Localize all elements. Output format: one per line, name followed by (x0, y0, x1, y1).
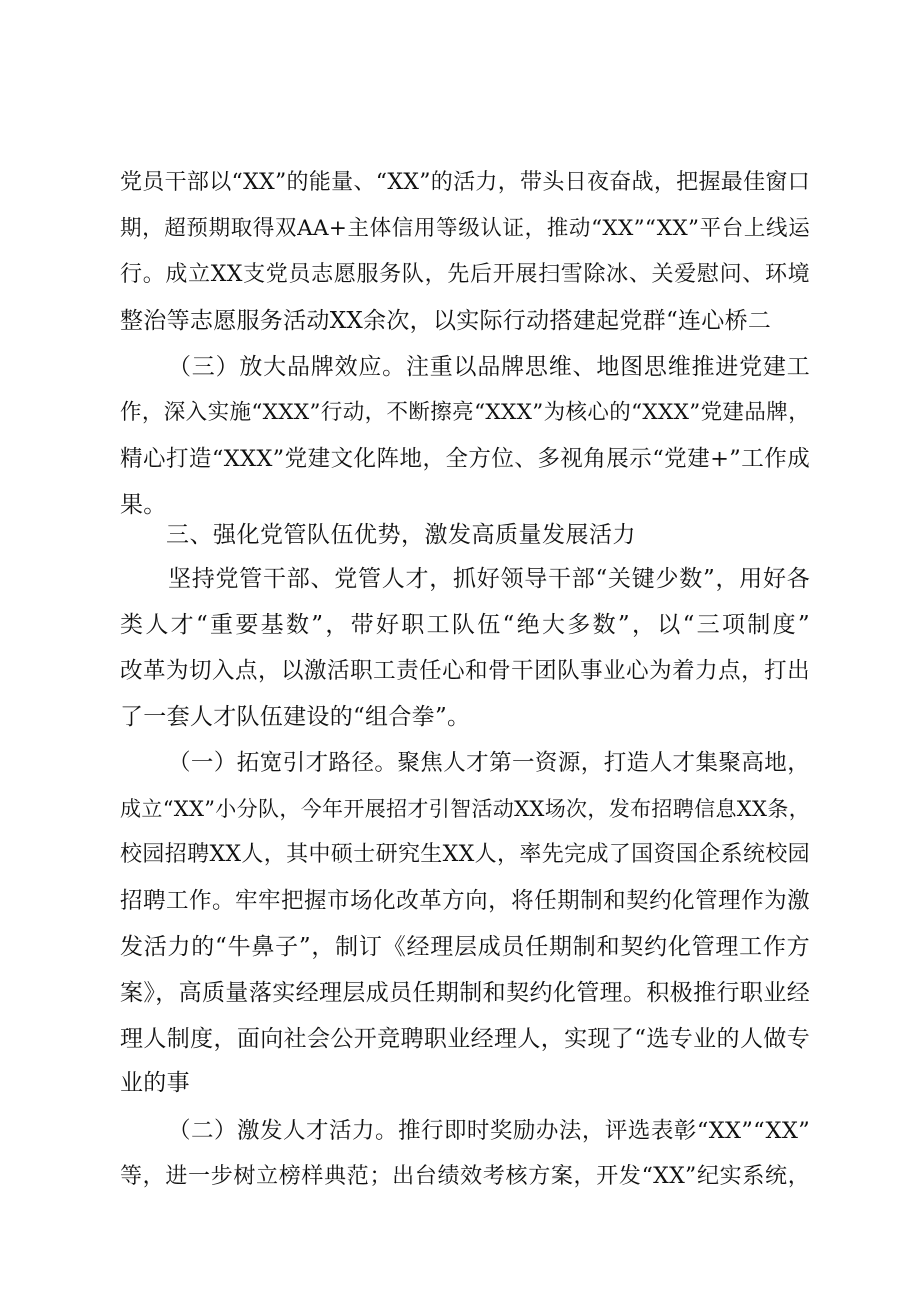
body-text-line: 等，进一步树立榜样典范；出台绩效考核方案，开发“XX”纪实系统， (120, 1164, 810, 1189)
body-text-line: 案》，高质量落实经理层成员任期制和契约化管理。积极推行职业经 (120, 980, 810, 1006)
body-text-line: 了一套人才队伍建设的“组合拳”。 (120, 704, 471, 730)
section-heading: 三、强化党管队伍优势，激发高质量发展活力 (166, 522, 636, 548)
body-text-line: 成立“XX”小分队，今年开展招才引智活动XX场次，发布招聘信息XX条， (120, 797, 810, 821)
body-text-line: 类人才“重要基数”，带好职工队伍“绝大多数”，以“三项制度” (120, 612, 810, 638)
body-text-line: 期，超预期取得双AA+主体信用等级认证，推动“XX”“XX”平台上线运 (120, 216, 810, 241)
body-text-line: 精心打造“XXX”党建文化阵地，全方位、多视角展示“党建+”工作成 (120, 446, 810, 472)
body-text-line: 校园招聘XX人，其中硕士研究生XX人，率先完成了国资国企系统校园 (120, 842, 810, 867)
body-text-line: 招聘工作。牢牢把握市场化改革方向，将任期制和契约化管理作为激 (120, 888, 810, 914)
body-text-line: （二）激发人才活力。推行即时奖励办法，评选表彰“XX”“XX” (168, 1118, 810, 1144)
body-text-line: 发活力的“牛鼻子”，制订《经理层成员任期制和契约化管理工作方 (120, 934, 810, 960)
body-text-line: 行。成立XX支党员志愿服务队，先后开展扫雪除冰、关爱慰问、环境 (120, 262, 810, 287)
body-text-line: 整治等志愿服务活动XX余次，以实际行动搭建起党群“连心桥二 (120, 308, 772, 334)
body-text-line: 理人制度，面向社会公开竞聘职业经理人，实现了“选专业的人做专 (120, 1026, 810, 1052)
body-text-line: 党员干部以“XX”的能量、“XX”的活力，带头日夜奋战，把握最佳窗口 (120, 170, 810, 195)
body-text-line: 改革为切入点，以激活职工责任心和骨干团队事业心为着力点，打出 (120, 658, 810, 684)
body-text-line: 业的事 (120, 1070, 190, 1096)
body-text-line: 果。 (120, 492, 167, 518)
body-text-line: 坚持党管干部、党管人才，抓好领导干部“关键少数”，用好各 (168, 566, 810, 592)
body-text-line: （一）拓宽引才路径。聚焦人才第一资源，打造人才集聚高地， (168, 750, 810, 776)
body-text-line: 作，深入实施“XXX”行动，不断擦亮“XXX”为核心的“XXX”党建品牌， (120, 400, 810, 425)
body-text-line: （三）放大品牌效应。注重以品牌思维、地图思维推进党建工 (168, 354, 810, 380)
